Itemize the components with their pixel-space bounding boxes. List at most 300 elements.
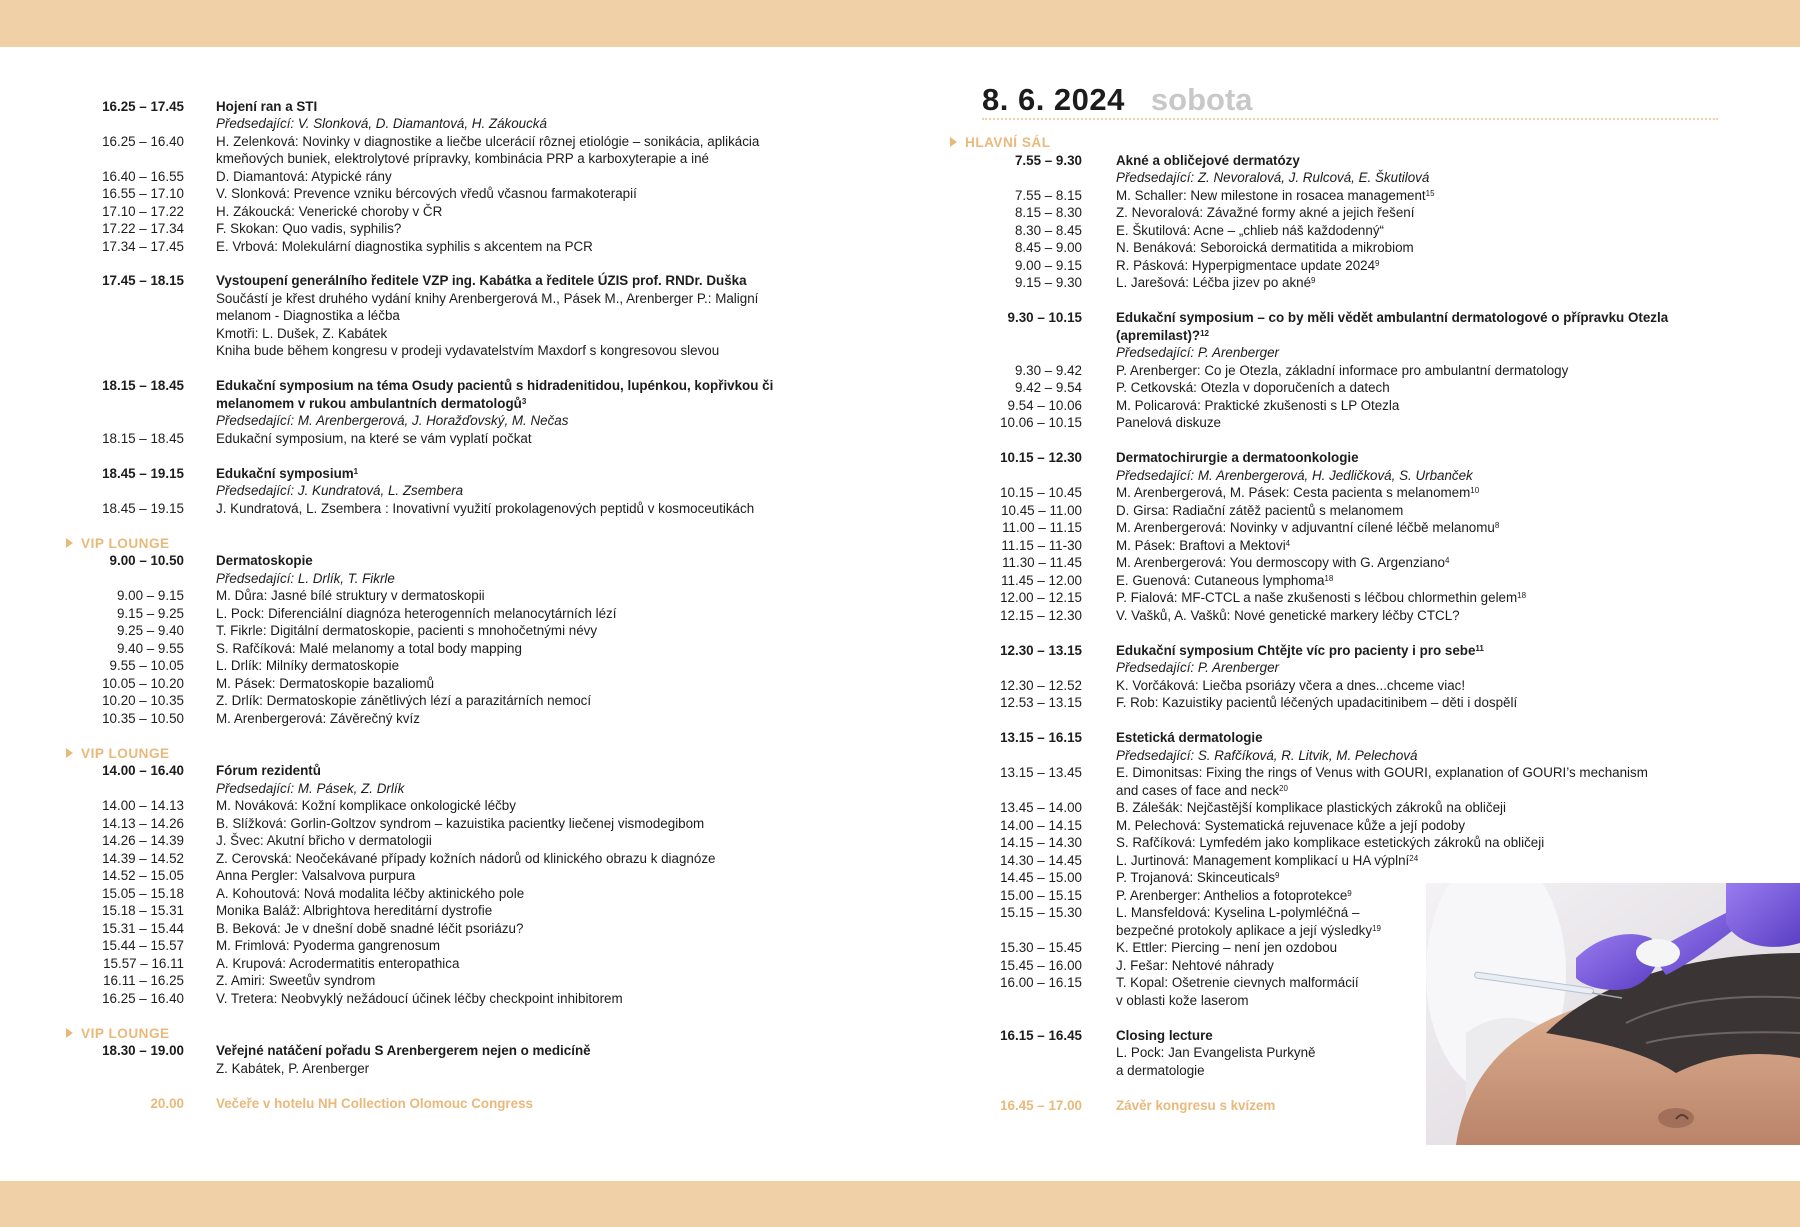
schedule-row <box>66 902 896 920</box>
talk-item <box>216 902 492 920</box>
row-text: P. Arenberger: Anthelios a fotoprotekce <box>1116 888 1348 903</box>
row-text: Předsedající: V. Slonková, D. Diamantová, H. Zákoucká <box>216 116 547 131</box>
row-text: L. Jarešová: Léčba jizev po akné <box>1116 275 1312 290</box>
footnote-marker: 4 <box>1285 539 1291 548</box>
schedule-row <box>66 710 896 728</box>
schedule-row <box>964 834 1724 852</box>
session-title <box>1116 309 1668 327</box>
row-text: J. Kundratová, L. Zsembera : Inovativní využití prokolagenových peptidů v kosmoceutikách <box>216 501 755 516</box>
schedule-row <box>66 272 896 290</box>
time-slot: 10.20 – 10.35 <box>102 693 184 708</box>
row-text: Předsedající: J. Kundratová, L. Zsembera <box>216 483 464 498</box>
time-slot: 18.45 – 19.15 <box>102 466 184 481</box>
row-text: M. Arenbergerová: Novinky v adjuvantní cílené léčbě melanomu <box>1116 520 1495 535</box>
time-slot: 10.45 – 11.00 <box>1001 503 1082 518</box>
photo-illustration <box>1426 883 1800 1145</box>
row-text: M. Policarová: Praktické zkušenosti s LP Otezla <box>1116 398 1400 413</box>
schedule-row <box>964 642 1724 660</box>
talk-item <box>216 675 434 693</box>
session-title <box>216 377 773 395</box>
schedule-row <box>66 990 896 1008</box>
session-title <box>1116 1027 1213 1045</box>
time-slot: 18.15 – 18.45 <box>102 378 184 393</box>
talk-item <box>216 185 637 203</box>
row-text: kmeňových buniek, elektrolytové prípravky, kombinácia PRP a karboxyterapie a iné <box>216 151 709 166</box>
talk-item <box>1116 519 1499 537</box>
talk-item <box>1116 607 1460 625</box>
time-slot: 12.15 – 12.30 <box>1000 608 1082 623</box>
schedule-row <box>66 867 896 885</box>
schedule-row <box>964 274 1724 292</box>
row-text: M. Arenbergerová: You dermoscopy with G. Argenziano <box>1116 555 1446 570</box>
hall-label <box>66 535 170 553</box>
row-text: M. Pelechová: Systematická rejuvenace kůže a její podoby <box>1116 818 1466 833</box>
time-slot: 17.34 – 17.45 <box>102 239 184 254</box>
row-text: M. Důra: Jasné bílé struktury v dermatoskopii <box>216 588 485 603</box>
row-text: Předsedající: M. Pásek, Z. Drlík <box>216 781 405 796</box>
schedule-row <box>964 817 1724 835</box>
row-text: L. Drlík: Milníky dermatoskopie <box>216 658 400 673</box>
time-slot: 18.15 – 18.45 <box>102 431 184 446</box>
talk-item <box>216 657 399 675</box>
schedule-row <box>964 327 1724 345</box>
row-text: L. Jurtinová: Management komplikací u HA výplní <box>1116 853 1410 868</box>
session-title <box>1116 729 1263 747</box>
hall-name: VIP LOUNGE <box>81 536 170 551</box>
talk-item <box>216 885 524 903</box>
row-text: K. Ettler: Piercing – není jen ozdobou <box>1116 940 1338 955</box>
row-text: Předsedající: P. Arenberger <box>1116 660 1280 675</box>
hall-label <box>950 134 1051 152</box>
time-slot: 9.15 – 9.30 <box>1014 275 1082 290</box>
session-chairs <box>216 115 547 133</box>
talk-item <box>216 168 392 186</box>
row-text: P. Fialová: MF-CTCL a naše zkušenosti s léčbou chlormethin gelem <box>1116 590 1518 605</box>
row-text: B. Slížková: Gorlin-Goltzov syndrom – kazuistika pacientky liečenej vismodegibom <box>216 816 705 831</box>
dermatology-injection-photo <box>1426 883 1800 1145</box>
time-slot: 16.25 – 17.45 <box>102 99 184 114</box>
hall-label <box>66 1025 170 1043</box>
schedule-row <box>964 414 1724 432</box>
time-slot: 13.15 – 13.45 <box>1000 765 1082 780</box>
row-text: Closing lecture <box>1116 1028 1213 1043</box>
time-slot: 11.00 – 11.15 <box>1002 520 1082 535</box>
time-slot: 9.00 – 9.15 <box>116 588 184 603</box>
talk-item <box>1116 484 1479 502</box>
talk-item <box>1116 257 1380 275</box>
talk-item <box>1116 187 1435 205</box>
schedule-row <box>964 169 1724 187</box>
schedule-row <box>66 185 896 203</box>
row-text: E. Guenová: Cutaneous lymphoma <box>1116 573 1325 588</box>
row-text: M. Arenbergerová, M. Pásek: Cesta pacienta s melanomem <box>1116 485 1471 500</box>
schedule-row <box>66 762 896 780</box>
talk-item <box>1116 379 1390 397</box>
time-slot: 10.35 – 10.50 <box>102 711 184 726</box>
talk-item <box>216 622 597 640</box>
hall-label <box>66 745 170 763</box>
schedule-row <box>66 412 896 430</box>
time-slot: 16.45 – 17.00 <box>1000 1098 1082 1113</box>
talk-item <box>216 710 420 728</box>
row-text: Z. Drlík: Dermatoskopie zánětlivých lézí a parazitárních nemocí <box>216 693 592 708</box>
session-chairs <box>216 412 568 430</box>
time-slot: 9.40 – 9.55 <box>116 641 184 656</box>
schedule-row <box>964 677 1724 695</box>
time-slot: 15.44 – 15.57 <box>102 938 184 953</box>
schedule-row <box>66 342 896 360</box>
talk-item <box>216 342 719 360</box>
time-slot: 17.22 – 17.34 <box>102 221 184 236</box>
hall-name: HLAVNÍ SÁL <box>965 135 1051 150</box>
row-text: B. Zálešák: Nejčastější komplikace plastických zákroků na obličeji <box>1116 800 1506 815</box>
closing-item <box>216 1095 533 1113</box>
talk-item <box>1116 694 1517 712</box>
row-text: Předsedající: P. Arenberger <box>1116 345 1280 360</box>
hall-name: VIP LOUNGE <box>81 746 170 761</box>
schedule-row <box>964 589 1724 607</box>
row-text: B. Beková: Je v dnešní době snadné léčit psoriázu? <box>216 921 524 936</box>
schedule-row <box>66 587 896 605</box>
time-slot: 9.00 – 9.15 <box>1014 258 1082 273</box>
session-title <box>1116 152 1300 170</box>
row-text: T. Fikrle: Digitální dermatoskopie, pacienti s mnohočetnými névy <box>216 623 598 638</box>
schedule-row <box>964 537 1724 555</box>
schedule-row <box>964 799 1724 817</box>
triangle-marker-icon <box>66 538 73 548</box>
schedule-row <box>964 554 1724 572</box>
footnote-marker: 3 <box>521 397 527 406</box>
time-slot: 14.15 – 14.30 <box>1000 835 1082 850</box>
schedule-row <box>964 257 1724 275</box>
date-title: 8. 6. 2024 <box>982 82 1125 117</box>
schedule-row <box>964 502 1724 520</box>
schedule-row <box>964 467 1724 485</box>
schedule-row <box>66 780 896 798</box>
footnote-marker: 9 <box>1275 871 1280 880</box>
footnote-marker: 8 <box>1494 521 1500 530</box>
time-slot: 17.45 – 18.15 <box>102 273 184 288</box>
time-slot: 15.00 – 15.15 <box>1000 888 1082 903</box>
top-band <box>0 0 1800 47</box>
time-slot: 9.25 – 9.40 <box>116 623 184 638</box>
talk-item <box>1116 904 1359 922</box>
schedule-row <box>66 150 896 168</box>
talk-item <box>1116 222 1384 240</box>
time-slot: 10.05 – 10.20 <box>102 676 184 691</box>
schedule-row <box>66 570 896 588</box>
row-text: Předsedající: L. Drlík, T. Fikrle <box>216 571 395 586</box>
schedule-row <box>66 797 896 815</box>
row-text: Anna Pergler: Valsalvova purpura <box>216 868 416 883</box>
row-text: M. Nováková: Kožní komplikace onkologické léčby <box>216 798 516 813</box>
row-text: J. Švec: Akutní břicho v dermatologii <box>216 833 432 848</box>
schedule-row <box>66 972 896 990</box>
schedule-row <box>66 500 896 518</box>
schedule-row <box>66 430 896 448</box>
session-chairs <box>216 482 463 500</box>
row-text: D. Diamantová: Atypické rány <box>216 169 392 184</box>
footnote-marker: 15 <box>1425 189 1435 198</box>
talk-item <box>216 587 485 605</box>
schedule-row <box>66 115 896 133</box>
time-slot: 14.39 – 14.52 <box>102 851 184 866</box>
time-slot: 7.55 – 9.30 <box>1014 153 1082 168</box>
row-text: Edukační symposium, na které se vám vyplatí počkat <box>216 431 532 446</box>
session-title <box>216 98 317 116</box>
talk-item <box>1116 239 1414 257</box>
triangle-marker-icon <box>66 1028 73 1038</box>
session-title <box>1116 642 1484 660</box>
row-text: F. Skokan: Quo vadis, syphilis? <box>216 221 402 236</box>
talk-item <box>1116 572 1333 590</box>
talk-item <box>216 430 532 448</box>
schedule-row <box>66 657 896 675</box>
footnote-marker: 9 <box>1375 259 1380 268</box>
footnote-marker: 4 <box>1445 556 1450 565</box>
time-slot: 9.00 – 10.50 <box>109 553 184 568</box>
row-text: V. Tretera: Neobvyklý nežádoucí účinek léčby checkpoint inhibitorem <box>216 991 623 1006</box>
schedule-row <box>964 694 1724 712</box>
footnote-marker: 24 <box>1409 854 1419 863</box>
talk-item <box>1116 817 1465 835</box>
talk-item <box>1116 274 1315 292</box>
talk-item <box>216 692 591 710</box>
talk-item <box>1116 764 1648 782</box>
time-slot: 12.53 – 13.15 <box>1000 695 1082 710</box>
talk-item <box>1116 852 1418 870</box>
time-slot: 15.45 – 16.00 <box>1000 958 1082 973</box>
time-slot: 12.00 – 12.15 <box>1000 590 1082 605</box>
talk-item <box>1116 677 1465 695</box>
row-text: D. Girsa: Radiační zátěž pacientů s melanomem <box>1116 503 1404 518</box>
schedule-row <box>66 920 896 938</box>
footnote-marker: 18 <box>1324 574 1334 583</box>
time-slot: 14.52 – 15.05 <box>102 868 184 883</box>
schedule-row <box>66 640 896 658</box>
talk-item <box>1116 834 1544 852</box>
talk-item <box>1116 362 1568 380</box>
talk-item <box>216 605 616 623</box>
schedule-row <box>66 552 896 570</box>
schedule-row <box>964 852 1724 870</box>
row-text: Z. Cerovská: Neočekávané případy kožních nádorů od klinického obrazu k diagnóze <box>216 851 716 866</box>
time-slot: 11.15 – 11-30 <box>1001 538 1082 553</box>
talk-item <box>1116 502 1403 520</box>
schedule-row <box>964 152 1724 170</box>
triangle-marker-icon <box>66 748 73 758</box>
talk-item <box>1116 1062 1205 1080</box>
time-slot: 16.55 – 17.10 <box>102 186 184 201</box>
talk-item <box>216 500 754 518</box>
time-slot: 12.30 – 12.52 <box>1000 678 1082 693</box>
talk-item <box>1116 887 1352 905</box>
row-text: P. Trojanová: Skinceuticals <box>1116 870 1276 885</box>
time-slot: 14.30 – 14.45 <box>1000 853 1082 868</box>
row-text: A. Kohoutová: Nová modalita léčby aktinického pole <box>216 886 525 901</box>
row-text: Předsedající: M. Arenbergerová, J. Horažďovský, M. Nečas <box>216 413 569 428</box>
session-title <box>216 1042 591 1060</box>
talk-item <box>1116 992 1248 1010</box>
session-chairs <box>1116 467 1473 485</box>
schedule-row <box>66 203 896 221</box>
time-slot: 9.55 – 10.05 <box>109 658 184 673</box>
schedule-row <box>964 222 1724 240</box>
talk-item <box>1116 397 1399 415</box>
talk-item <box>216 937 440 955</box>
schedule-row <box>66 622 896 640</box>
row-text: Vystoupení generálního ředitele VZP ing. Kabátka a ředitele ÚZIS prof. RNDr. Duška <box>216 273 747 288</box>
row-text: Večeře v hotelu NH Collection Olomouc Congress <box>216 1096 533 1111</box>
time-slot: 9.30 – 9.42 <box>1014 363 1082 378</box>
footnote-marker: 18 <box>1517 591 1527 600</box>
row-text: Závěr kongresu s kvízem <box>1116 1098 1276 1113</box>
time-slot: 9.15 – 9.25 <box>116 606 184 621</box>
time-slot: 14.00 – 16.40 <box>102 763 184 778</box>
footnote-marker: 11 <box>1475 644 1484 653</box>
row-text: N. Benáková: Seboroická dermatitida a mikrobiom <box>1116 240 1414 255</box>
row-text: H. Zelenková: Novinky v diagnostike a liečbe ulcerácií rôznej etiológie – sonikácia, aplikácia <box>216 134 760 149</box>
time-slot: 9.54 – 10.06 <box>1007 398 1082 413</box>
schedule-row <box>66 937 896 955</box>
row-text: Předsedající: S. Rafčíková, R. Litvik, M. Pelechová <box>1116 748 1418 763</box>
bottom-band <box>0 1181 1800 1227</box>
schedule-row <box>66 98 896 116</box>
row-text: S. Rafčíková: Lymfedém jako komplikace estetických zákroků na obličeji <box>1116 835 1545 850</box>
row-text: H. Zákoucká: Venerické choroby v ČR <box>216 204 443 219</box>
schedule-row <box>964 572 1724 590</box>
schedule-row <box>964 519 1724 537</box>
row-text: Edukační symposium – co by měli vědět ambulantní dermatologové o přípravku Otezla <box>1116 310 1669 325</box>
row-text: L. Mansfeldová: Kyselina L-polymléčná – <box>1116 905 1360 920</box>
row-text: Předsedající: M. Arenbergerová, H. Jedličková, S. Urbanček <box>1116 468 1473 483</box>
schedule-row <box>66 1095 896 1113</box>
footnote-marker: 9 <box>1311 276 1316 285</box>
time-slot: 8.30 – 8.45 <box>1014 223 1082 238</box>
row-text: M. Arenbergerová: Závěrečný kvíz <box>216 711 420 726</box>
footnote-marker: 9 <box>1347 889 1352 898</box>
footnote-marker: 10 <box>1470 486 1480 495</box>
row-text: Fórum rezidentů <box>216 763 321 778</box>
talk-item <box>1116 537 1290 555</box>
time-slot: 16.25 – 16.40 <box>102 991 184 1006</box>
row-text: melanomem v rukou ambulantních dermatologů <box>216 396 522 411</box>
time-slot: 11.30 – 11.45 <box>1002 555 1082 570</box>
session-chairs <box>1116 169 1429 187</box>
time-slot: 10.15 – 12.30 <box>1000 450 1082 465</box>
talk-item <box>1116 939 1337 957</box>
row-text: E. Vrbová: Molekulární diagnostika syphilis s akcentem na PCR <box>216 239 593 254</box>
talk-item <box>1116 782 1288 800</box>
schedule-row <box>66 290 896 308</box>
row-text: Z. Nevoralová: Závažné formy akné a jejich řešení <box>1116 205 1415 220</box>
row-text: E. Škutilová: Acne – „chlieb náš každodenný“ <box>1116 223 1384 238</box>
schedule-row <box>66 482 896 500</box>
talk-item <box>216 850 715 868</box>
row-text: bezpečné protokoly aplikace a její výsledky <box>1116 923 1373 938</box>
time-slot: 20.00 <box>150 1096 184 1111</box>
schedule-row <box>66 955 896 973</box>
row-text: F. Rob: Kazuistiky pacientů léčených upadacitinibem – děti i dospělí <box>1116 695 1518 710</box>
time-slot: 9.42 – 9.54 <box>1014 380 1082 395</box>
talk-item <box>216 220 401 238</box>
row-text: Monika Baláž: Albrightova hereditární dystrofie <box>216 903 493 918</box>
schedule-row <box>66 692 896 710</box>
footnote-marker: 12 <box>1200 329 1209 338</box>
row-text: P. Arenberger: Co je Otezla, základní informace pro ambulantní dermatology <box>1116 363 1569 378</box>
time-slot: 17.10 – 17.22 <box>102 204 184 219</box>
time-slot: 9.30 – 10.15 <box>1007 310 1082 325</box>
schedule-row <box>964 449 1724 467</box>
session-chairs <box>216 570 395 588</box>
schedule-row <box>964 484 1724 502</box>
row-text: S. Rafčíková: Malé melanomy a total body mapping <box>216 641 522 656</box>
schedule-row <box>964 187 1724 205</box>
time-slot: 16.25 – 16.40 <box>102 134 184 149</box>
row-text: Akné a obličejové dermatózy <box>1116 153 1300 168</box>
weekday-title: sobota <box>1150 82 1253 117</box>
footnote-marker: 1 <box>353 467 359 476</box>
schedule-row <box>964 397 1724 415</box>
row-text: J. Fešar: Nehtové náhrady <box>1116 958 1274 973</box>
schedule-row <box>964 607 1724 625</box>
row-text: A. Krupová: Acrodermatitis enteropathica <box>216 956 460 971</box>
talk-item <box>1116 922 1381 940</box>
talk-item <box>216 290 758 308</box>
time-slot: 13.45 – 14.00 <box>1000 800 1082 815</box>
row-text: T. Kopal: Ošetrenie cievnych malformácií <box>1116 975 1359 990</box>
time-slot: 16.00 – 16.15 <box>1000 975 1082 990</box>
talk-item <box>1116 1044 1315 1062</box>
row-text: M. Pásek: Braftovi a Mektovi <box>1116 538 1286 553</box>
row-text: Z. Kabátek, P. Arenberger <box>216 1061 370 1076</box>
session-chairs <box>1116 344 1279 362</box>
talk-item <box>216 815 704 833</box>
schedule-row <box>66 675 896 693</box>
session-title <box>216 395 526 413</box>
time-slot: 14.00 – 14.15 <box>1000 818 1082 833</box>
schedule-row <box>964 362 1724 380</box>
talk-item <box>216 867 415 885</box>
talk-item <box>216 133 759 151</box>
schedule-row <box>964 239 1724 257</box>
row-text: M. Schaller: New milestone in rosacea management <box>1116 188 1426 203</box>
time-slot: 11.45 – 12.00 <box>1001 573 1082 588</box>
time-slot: 15.18 – 15.31 <box>102 903 184 918</box>
schedule-row <box>66 1042 896 1060</box>
schedule-row <box>964 204 1724 222</box>
talk-item <box>1116 869 1280 887</box>
row-text: V. Slonková: Prevence vzniku bércových vředů včasnou farmakoterapií <box>216 186 637 201</box>
row-text: Kmotři: L. Dušek, Z. Kabátek <box>216 326 388 341</box>
time-slot: 10.06 – 10.15 <box>1000 415 1082 430</box>
row-text: M. Frimlová: Pyoderma gangrenosum <box>216 938 441 953</box>
schedule-row <box>964 379 1724 397</box>
talk-item <box>1116 414 1221 432</box>
talk-item <box>216 797 516 815</box>
row-text: Součástí je křest druhého vydání knihy Arenbergerová M., Pásek M., Arenberger P.: Maligní <box>216 291 759 306</box>
time-slot: 7.55 – 8.15 <box>1014 188 1082 203</box>
row-text: L. Pock: Jan Evangelista Purkyně <box>1116 1045 1316 1060</box>
schedule-row <box>66 885 896 903</box>
talk-item <box>1116 957 1274 975</box>
talk-item <box>216 832 432 850</box>
time-slot: 18.30 – 19.00 <box>102 1043 184 1058</box>
row-text: E. Dimonitsas: Fixing the rings of Venus with GOURI, explanation of GOURI’s mechanism <box>1116 765 1648 780</box>
session-title <box>1116 449 1359 467</box>
row-text: Edukační symposium na téma Osudy pacientů s hidradenitidou, lupénkou, kopřivkou či <box>216 378 774 393</box>
row-text: Hojení ran a STI <box>216 99 318 114</box>
